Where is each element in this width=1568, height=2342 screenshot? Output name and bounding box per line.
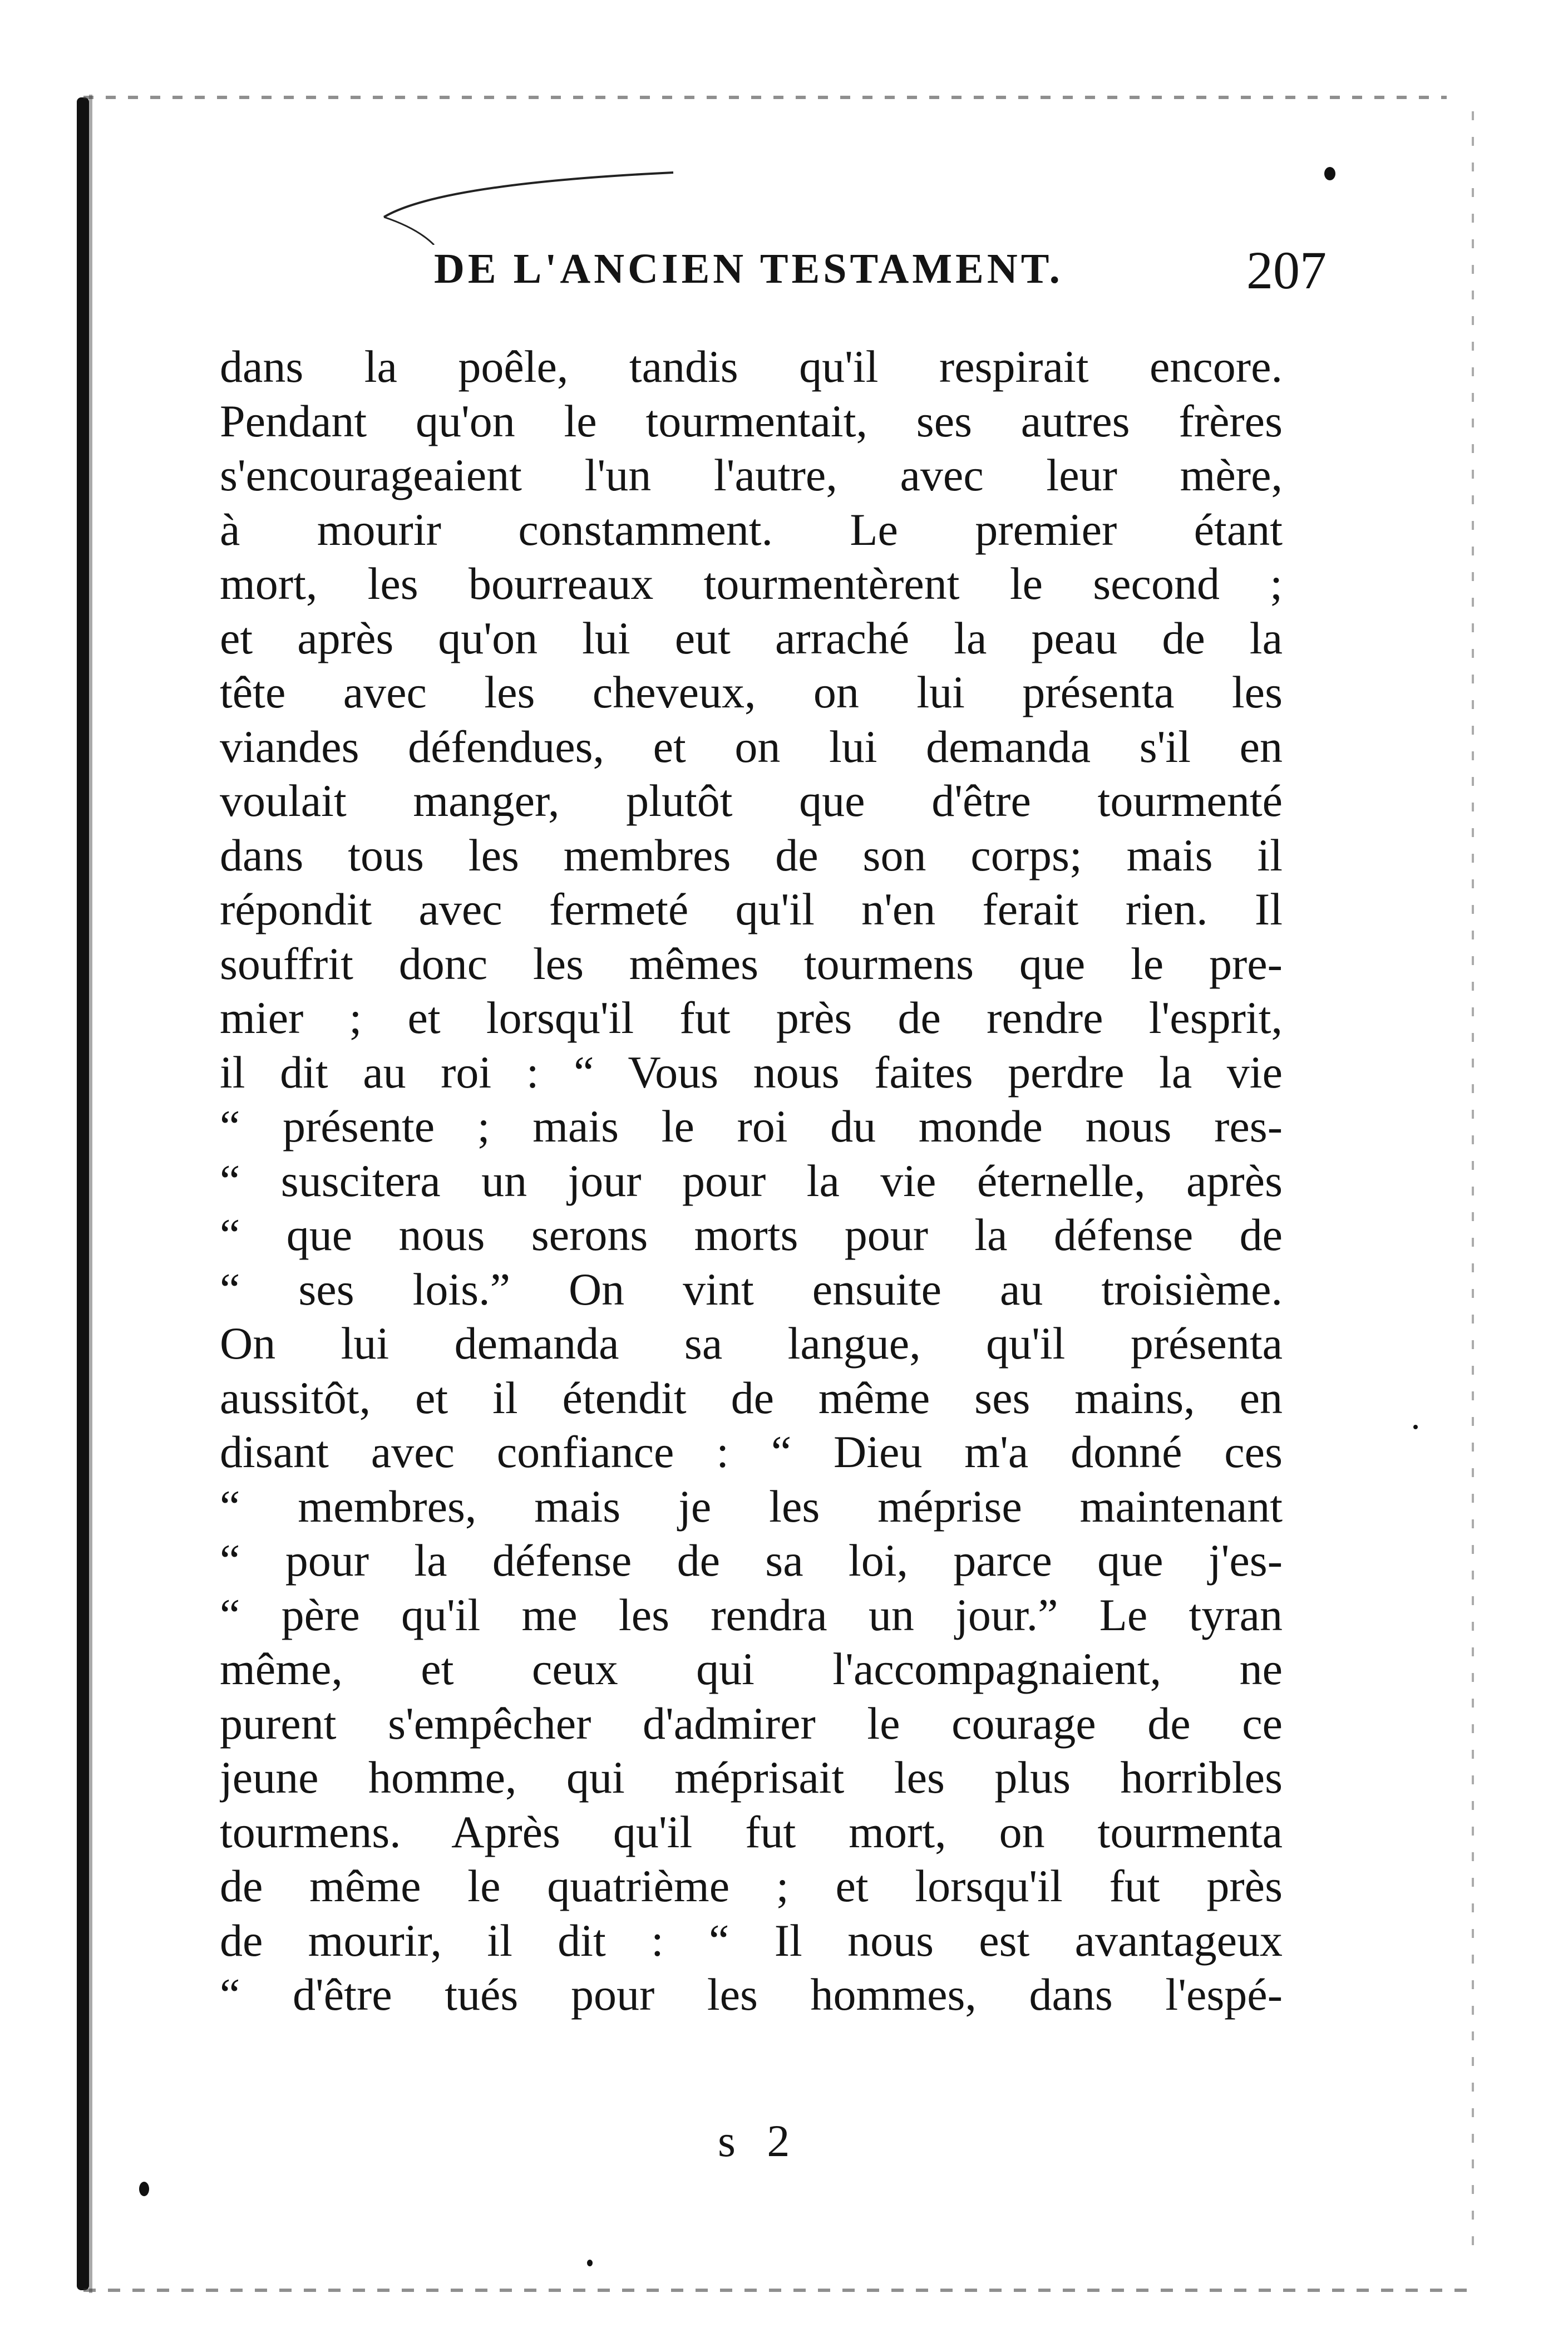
- text-line: viandes défendues, et on lui demanda s'il en: [220, 721, 1283, 772]
- text-line: tête avec les cheveux, on lui présenta les: [220, 667, 1283, 717]
- text-line: il dit au roi : “ Vous nous faites perdre la vie: [220, 1046, 1283, 1098]
- text-line: “ d'être tués pour les hommes, dans l'espé-: [220, 1969, 1283, 2020]
- text-line: souffrit donc les mêmes tourmens que le pre-: [220, 938, 1283, 989]
- text-line: tourmens. Après qu'il fut mort, on tourmenta: [220, 1806, 1283, 1857]
- text-line: mort, les bourreaux tourmentèrent le second ;: [220, 558, 1283, 609]
- text-line: “ que nous serons morts pour la défense de: [220, 1209, 1283, 1260]
- page-number: 207: [1246, 240, 1327, 300]
- text-line: répondit avec fermeté qu'il n'en ferait rien. Il: [220, 884, 1283, 934]
- ink-speck: [139, 2182, 149, 2196]
- text-line: Pendant qu'on le tourmentait, ses autres frères: [220, 395, 1283, 446]
- ink-speck: [1324, 167, 1335, 180]
- text-line: s'encourageaient l'un l'autre, avec leur mère,: [220, 450, 1283, 500]
- body-text: [220, 340, 1283, 2022]
- signature-mark: s 2: [718, 2115, 800, 2166]
- text-line: voulait manger, plutôt que d'être tourmenté: [220, 775, 1283, 826]
- text-line: jeune homme, qui méprisait les plus horribles: [220, 1752, 1283, 1803]
- right-page-edge: [1472, 111, 1474, 2254]
- text-line: purent s'empêcher d'admirer le courage de ce: [220, 1698, 1283, 1749]
- text-line: “ père qu'il me les rendra un jour.” Le tyran: [220, 1589, 1283, 1640]
- text-line: de mourir, il dit : “ Il nous est avantageux: [220, 1915, 1283, 1966]
- text-line: On lui demanda sa langue, qu'il présenta: [220, 1318, 1283, 1369]
- bottom-page-edge: [83, 2289, 1475, 2292]
- text-line: aussitôt, et il étendit de même ses mains, en: [220, 1372, 1283, 1423]
- text-line: “ présente ; mais le roi du monde nous res-: [220, 1101, 1283, 1152]
- text-line: “ pour la défense de sa loi, parce que j'es-: [220, 1535, 1283, 1586]
- text-line: de même le quatrième ; et lorsqu'il fut près: [220, 1861, 1283, 1911]
- text-line: “ suscitera un jour pour la vie éternelle, après: [220, 1155, 1283, 1206]
- top-page-edge: [83, 96, 1447, 99]
- text-line: même, et ceux qui l'accompagnaient, ne: [220, 1644, 1283, 1694]
- page-binding-edge: [77, 97, 89, 2290]
- text-line: dans la poêle, tandis qu'il respirait encore.: [220, 341, 1283, 392]
- running-head: DE L'ANCIEN TESTAMENT.: [434, 245, 1063, 292]
- binding-shadow: [89, 95, 92, 2293]
- text-line: “ ses lois.” On vint ensuite au troisième.: [220, 1263, 1283, 1315]
- header-flourish: [373, 167, 684, 245]
- text-line: “ membres, mais je les méprise maintenant: [220, 1480, 1283, 1532]
- text-line: dans tous les membres de son corps; mais il: [220, 829, 1283, 880]
- ink-speck: [587, 2260, 593, 2266]
- text-line: mier ; et lorsqu'il fut près de rendre l'esprit,: [220, 992, 1283, 1043]
- text-line: à mourir constamment. Le premier étant: [220, 504, 1283, 555]
- ink-speck: [1413, 1425, 1418, 1429]
- text-line: disant avec confiance : “ Dieu m'a donné ces: [220, 1426, 1283, 1477]
- text-line: et après qu'on lui eut arraché la peau de la: [220, 612, 1283, 663]
